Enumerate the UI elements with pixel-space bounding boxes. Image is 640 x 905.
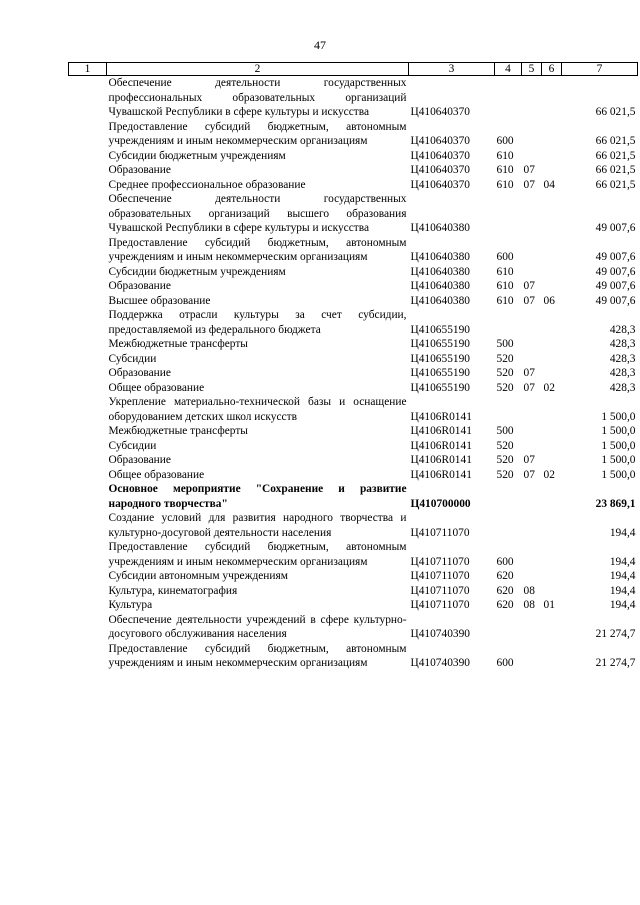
row-col5: 07 [523, 468, 535, 481]
column-header-4: 4 [495, 63, 522, 76]
row-col6 [542, 540, 562, 569]
row-amount: 66 021,5 [595, 106, 636, 118]
row-name: Обеспечение деятельности государственных профессиональных образовательных организаций Чувашской Республики в сфере культуры и искусства [108, 77, 407, 118]
row-amount: 66 021,5 [595, 135, 636, 147]
row-col5: 07 [523, 164, 535, 176]
row-col6 [542, 120, 562, 149]
row-amount: 194,4 [609, 555, 636, 568]
row-col6 [542, 337, 562, 352]
row-col6 [542, 395, 562, 424]
row-amount: 49 007,6 [595, 265, 636, 278]
table-row [69, 192, 638, 236]
row-code: Ц410655190 [410, 381, 470, 394]
table-row [69, 540, 638, 569]
row-col5: 07 [523, 367, 535, 379]
row-name: Укрепление материально-технической базы и оснащение оборудованием детских школ искусств [108, 396, 407, 423]
row-name: Обеспечение деятельности учреждений в сфере культурно-досугового обслуживания населения [108, 613, 407, 640]
row-col5 [522, 395, 542, 424]
row-col5: 08 [523, 584, 535, 597]
row-col5 [522, 352, 542, 367]
row-name: Основное мероприятие "Сохранение и развитие народного творчества" [108, 483, 407, 510]
row-col6 [542, 453, 562, 468]
table-row [69, 236, 638, 265]
row-code: Ц410700000 [410, 497, 471, 510]
row-col5 [522, 265, 542, 280]
row-code: Ц410711070 [410, 599, 470, 611]
row-col4 [495, 192, 522, 236]
row-col5: 07 [523, 294, 535, 307]
row-index-cell [69, 265, 107, 280]
row-name: Субсидии бюджетным учреждениям [108, 149, 286, 162]
table-row [69, 584, 638, 599]
row-code: Ц4106R0141 [410, 468, 472, 481]
row-amount: 66 021,5 [595, 164, 636, 176]
row-index-cell [69, 366, 107, 381]
table-body [69, 76, 638, 671]
row-code: Ц410640370 [410, 149, 470, 162]
row-name: Поддержка отрасли культуры за счет субсидии, предоставляемой из федерального бюджета [108, 309, 407, 336]
row-index-cell [69, 642, 107, 671]
row-col6 [542, 265, 562, 280]
row-name: Общее образование [108, 381, 205, 394]
row-name: Предоставление субсидий бюджетным, автономным учреждениям и иным некоммерческим организациям [108, 236, 407, 263]
row-col4 [495, 76, 522, 120]
table-row [69, 453, 638, 468]
row-code: Ц4106R0141 [410, 439, 472, 452]
row-index-cell [69, 395, 107, 424]
row-amount: 428,3 [609, 381, 636, 394]
row-col5 [522, 540, 542, 569]
table-row [69, 352, 638, 367]
row-col5 [522, 192, 542, 236]
row-code: Ц410640380 [410, 222, 470, 234]
row-col6 [542, 613, 562, 642]
column-header-5: 5 [522, 63, 542, 76]
row-col6 [542, 163, 562, 178]
row-amount: 66 021,5 [595, 149, 636, 162]
row-col6 [542, 192, 562, 236]
column-header-1: 1 [69, 63, 107, 76]
table-row [69, 424, 638, 439]
row-index-cell [69, 439, 107, 454]
budget-table [68, 62, 638, 671]
row-amount: 1 500,0 [601, 468, 636, 481]
row-col5: 07 [523, 381, 535, 394]
row-code: Ц410640380 [410, 265, 470, 278]
column-header-7: 7 [562, 63, 638, 76]
row-col4: 610 [496, 149, 514, 162]
row-col4: 520 [496, 352, 514, 365]
table-row [69, 120, 638, 149]
row-index-cell [69, 381, 107, 396]
row-index-cell [69, 511, 107, 540]
row-code: Ц410655190 [410, 338, 470, 350]
row-index-cell [69, 76, 107, 120]
row-col4: 600 [496, 657, 514, 669]
row-amount: 66 021,5 [595, 178, 636, 191]
row-index-cell [69, 352, 107, 367]
row-amount: 428,3 [609, 352, 636, 365]
row-col6: 06 [543, 294, 555, 307]
row-col6 [542, 424, 562, 439]
row-amount: 49 007,6 [595, 251, 636, 263]
row-col5 [522, 511, 542, 540]
row-col4: 600 [496, 135, 514, 147]
row-code: Ц410640370 [410, 135, 470, 147]
row-col6: 02 [543, 381, 555, 394]
row-code: Ц410655190 [410, 367, 470, 379]
row-col5 [522, 439, 542, 454]
row-index-cell [69, 584, 107, 599]
row-col4: 610 [496, 280, 514, 292]
row-col6: 04 [543, 178, 555, 191]
row-code: Ц410640380 [410, 280, 470, 292]
row-code: Ц410640370 [410, 164, 470, 176]
row-name: Образование [108, 280, 171, 292]
row-amount: 1 500,0 [601, 454, 636, 466]
row-col6: 01 [543, 599, 555, 611]
table-header-row [69, 63, 638, 76]
row-index-cell [69, 178, 107, 193]
row-col6 [542, 279, 562, 294]
row-code: Ц410740390 [410, 628, 470, 640]
column-header-2: 2 [107, 63, 409, 76]
row-name: Культура, кинематография [108, 584, 238, 597]
row-name: Общее образование [108, 468, 205, 481]
row-name: Культура [108, 599, 153, 611]
table-row [69, 308, 638, 337]
row-name: Предоставление субсидий бюджетным, автономным учреждениям и иным некоммерческим организациям [108, 541, 407, 568]
table-row [69, 265, 638, 280]
row-code: Ц410640370 [410, 106, 470, 118]
row-col4 [495, 511, 522, 540]
table-row [69, 439, 638, 454]
row-col4 [495, 613, 522, 642]
row-amount: 23 869,1 [595, 497, 636, 510]
row-name: Обеспечение деятельности государственных образовательных организаций высшего образования Чувашской Республики в сфере культуры и искусства [108, 193, 407, 234]
row-amount: 21 274,7 [595, 628, 636, 640]
row-col4: 620 [496, 570, 514, 582]
row-index-cell [69, 120, 107, 149]
row-code: Ц410711070 [410, 570, 470, 582]
row-col6 [542, 149, 562, 164]
table-row [69, 163, 638, 178]
row-col5: 07 [523, 454, 535, 466]
row-amount: 428,3 [609, 338, 636, 350]
row-name: Высшее образование [108, 294, 211, 307]
row-col6: 02 [543, 468, 555, 481]
row-col5 [522, 642, 542, 671]
row-col4: 520 [496, 468, 514, 481]
row-index-cell [69, 613, 107, 642]
row-code: Ц410655190 [410, 323, 470, 336]
row-code: Ц410640370 [410, 178, 470, 191]
row-index-cell [69, 569, 107, 584]
row-col6 [542, 642, 562, 671]
row-index-cell [69, 279, 107, 294]
table-row [69, 337, 638, 352]
row-col4: 610 [496, 294, 514, 307]
row-index-cell [69, 482, 107, 511]
row-index-cell [69, 337, 107, 352]
row-amount: 49 007,6 [595, 222, 636, 234]
row-col4: 520 [496, 381, 514, 394]
table-row [69, 149, 638, 164]
row-col4: 620 [496, 599, 514, 611]
row-col4: 600 [496, 251, 514, 263]
row-col4: 520 [496, 454, 514, 466]
row-col4: 520 [496, 439, 514, 452]
row-col5 [522, 569, 542, 584]
row-col4: 500 [496, 425, 514, 437]
row-col6 [542, 236, 562, 265]
row-col5: 07 [523, 178, 535, 191]
row-code: Ц410711070 [410, 526, 470, 539]
row-name: Предоставление субсидий бюджетным, автономным учреждениям и иным некоммерческим организациям [108, 642, 407, 669]
row-col6 [542, 366, 562, 381]
table-row [69, 381, 638, 396]
row-name: Межбюджетные трансферты [108, 425, 248, 437]
table-row [69, 178, 638, 193]
row-index-cell [69, 424, 107, 439]
table-row [69, 598, 638, 613]
row-col6 [542, 569, 562, 584]
row-col4: 610 [496, 164, 514, 176]
row-amount: 428,3 [609, 323, 636, 336]
row-name: Субсидии [108, 439, 157, 452]
row-name: Образование [108, 367, 171, 379]
row-name: Предоставление субсидий бюджетным, автономным учреждениям и иным некоммерческим организациям [108, 120, 407, 147]
row-col5 [522, 613, 542, 642]
table-row [69, 279, 638, 294]
row-code: Ц410640380 [410, 251, 470, 263]
row-col6 [542, 482, 562, 511]
row-amount: 194,4 [609, 599, 636, 611]
table-row [69, 569, 638, 584]
row-col5 [522, 308, 542, 337]
row-index-cell [69, 294, 107, 309]
row-name: Образование [108, 454, 171, 466]
row-index-cell [69, 149, 107, 164]
row-amount: 428,3 [609, 367, 636, 379]
row-col6 [542, 439, 562, 454]
row-index-cell [69, 163, 107, 178]
row-col5: 07 [523, 280, 535, 292]
row-col5 [522, 236, 542, 265]
row-name: Образование [108, 164, 171, 176]
row-col6 [542, 584, 562, 599]
row-index-cell [69, 453, 107, 468]
row-name: Субсидии [108, 352, 157, 365]
row-col4: 500 [496, 338, 514, 350]
row-col5 [522, 149, 542, 164]
row-code: Ц410711070 [410, 555, 470, 568]
row-amount: 1 500,0 [601, 439, 636, 452]
column-header-6: 6 [542, 63, 562, 76]
table-row [69, 613, 638, 642]
row-amount: 21 274,7 [595, 657, 636, 669]
table-row [69, 468, 638, 483]
row-amount: 194,4 [609, 570, 636, 582]
row-index-cell [69, 236, 107, 265]
table-row [69, 76, 638, 120]
row-index-cell [69, 468, 107, 483]
row-name: Субсидии бюджетным учреждениям [108, 265, 286, 278]
row-col6 [542, 76, 562, 120]
row-code: Ц410740390 [410, 657, 470, 669]
column-header-3: 3 [409, 63, 495, 76]
row-code: Ц4106R0141 [410, 425, 472, 437]
row-col4: 610 [496, 265, 514, 278]
row-col5: 08 [523, 599, 535, 611]
row-code: Ц4106R0141 [410, 454, 472, 466]
row-name: Среднее профессиональное образование [108, 178, 306, 191]
row-name: Субсидии автономным учреждениям [108, 570, 288, 582]
table-row [69, 395, 638, 424]
row-index-cell [69, 192, 107, 236]
row-amount: 49 007,6 [595, 280, 636, 292]
row-index-cell [69, 540, 107, 569]
row-index-cell [69, 308, 107, 337]
row-col5 [522, 424, 542, 439]
row-col4 [495, 395, 522, 424]
row-amount: 1 500,0 [601, 410, 636, 423]
row-col4 [495, 482, 522, 511]
table-row [69, 366, 638, 381]
row-col6 [542, 511, 562, 540]
row-code: Ц410640380 [410, 294, 470, 307]
row-col6 [542, 308, 562, 337]
row-col4 [495, 308, 522, 337]
row-col4: 520 [496, 367, 514, 379]
row-col5 [522, 482, 542, 511]
row-amount: 194,4 [609, 584, 636, 597]
row-code: Ц410711070 [410, 584, 470, 597]
row-col5 [522, 337, 542, 352]
row-amount: 49 007,6 [595, 294, 636, 307]
page-number: 47 [314, 38, 326, 52]
row-col5 [522, 120, 542, 149]
row-name: Межбюджетные трансферты [108, 338, 248, 350]
row-amount: 1 500,0 [601, 425, 636, 437]
table-row [69, 482, 638, 511]
row-col4: 600 [496, 555, 514, 568]
table-row [69, 642, 638, 671]
row-col6 [542, 352, 562, 367]
row-code: Ц410655190 [410, 352, 470, 365]
row-code: Ц4106R0141 [410, 410, 472, 423]
table-row [69, 294, 638, 309]
row-amount: 194,4 [609, 526, 636, 539]
table-row [69, 511, 638, 540]
row-col4: 610 [496, 178, 514, 191]
row-index-cell [69, 598, 107, 613]
row-col5 [522, 76, 542, 120]
row-col4: 620 [496, 584, 514, 597]
row-name: Создание условий для развития народного творчества и культурно-досуговой деятельности населения [108, 512, 407, 539]
